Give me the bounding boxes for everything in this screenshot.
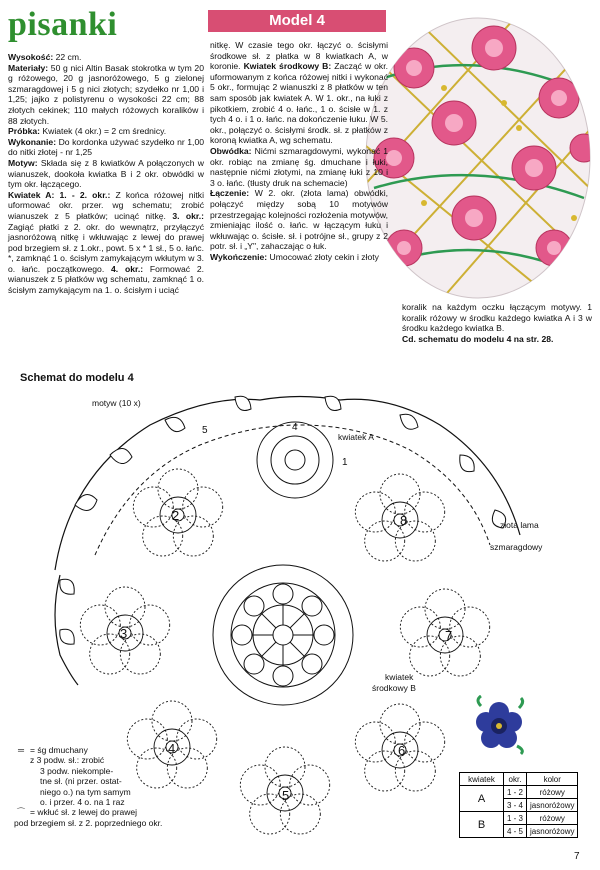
flower-number-7: 7	[445, 628, 453, 643]
arc-number-5: 5	[202, 425, 208, 436]
model-badge: Model 4	[208, 10, 386, 32]
label-motyw: motyw (10 x)	[92, 398, 141, 408]
label-kwiatek-b-1: kwiatek	[385, 672, 414, 682]
table-header-kwiatek: kwiatek	[460, 773, 504, 786]
ring-number-1: 1	[342, 457, 348, 468]
instructions-column-1: Wysokość: 22 cm. Materiały: 50 g nici Altin Basak stokrotka w tym 20 g różowego, 20 g jasnoróżowego, 5 g zielonej szmaragdowej i 5 g nici złotych; szydełko nr 1,00 i 1,25; jajko z polistyrenu o wysokości 22 cm; 88 złotych cekinek; 110 małych różowych koralików i 88 złotych. Próbka: Kwiatek (4 okr.) = 2 cm średnicy. Wykonanie: Do kordonka używać szydełko nr 1,00 do nitki złotej - nr 1,25 Motyw: Składa się z 8 kwiatków A połączonych w wianuszek, dookoła kwiatka B i 2 okr. obwódki w tym okr. łączącego. Kwiatek A: 1. - 2. okr.: Z końca różowej nitki uformować okr. przer. wg schematu; zrobić wianuszek z 5 płatków; ucinąć nitkę. 3. okr.: Zagiąć płatki z 2. okr. do wewnątrz, przyłączyć jasnoróżową nitkę i wkłuwając z lewej do prawej pod brzegiem sł. z 1.okr., powt. 5 x * 1 sł., 5 o. łańc. *, zamknąć 1 o. ścisłym zamykającym wkłutym w 3. o. łańc. początkowego. 4. okr.: Formować 2. wianuszek z 5 płatków wg schematu, zamknąć 1 o. ścisłym zamykającym na 1. o. ścisłym i uciąć	[8, 52, 205, 296]
table-row: 4 - 5 jasnoróżowy	[460, 825, 578, 838]
table-header-okr: okr.	[504, 773, 527, 786]
sample-flower-photo	[466, 695, 532, 757]
page-number: 7	[574, 851, 580, 862]
diagram-title: Schemat do modelu 4	[20, 372, 134, 384]
table-row: A 1 - 2 różowy	[460, 786, 578, 799]
instructions-column-2: nitkę. W czasie tego okr. łączyć o. ścisłymi środkowe sł. z płatka w 8 kwiatkach A, w koronie. Kwiatek środkowy B: Zacząć w okr. uformowanym z końca różowej nitki i wykonać 5 okr., formując 2 wianuszki z 8 płatków w ten sam sposób jak kwiatek A. W 1. okr., na łuki z pikotkiem, zrobić 4 o. łańc., 1 o. ścisłe w 1. z tych 4 o. i 1 o. łańc. na dokończenie łuku. W 5. okr., połączyć o. ścisłymi środk. sł. z płatków z koroną kwiatka A, wg schematu. Obwódka: Nićmi szmaragdowymi, wykonać 1 okr. robiąc na zmianę śg. dmuchane i łuki, następnie nićmi złotymi, na zmianę łuki z 10 i 3 o. łańc. (tłusty druk na schemacie) Łączenie: W 2. okr. (złota lama) obwódki, połączyć między sobą 10 motywów przestrzegając kolejności rozłożenia motywów, zmieniając ilość o. łańc. w łączącym łuku i wkłuwając o. ścisłe. sł. i potrójne sł., grupy z 2 potr. sł. i „Y", zahaczając o łuk. Wykończenie: Umocować złoty cekin i złoty	[210, 40, 389, 262]
flower-number-5: 5	[282, 788, 290, 803]
flower-number-8: 8	[400, 513, 408, 528]
arc-number-4: 4	[292, 422, 298, 433]
flower-number-4: 4	[168, 741, 176, 756]
instructions-column-3: koralik na każdym oczku łączącym motywy. 1 koralik różowy w środku każdego kwiatka A i 3 w środku każdego kwiatka B. Cd. schematu do modelu 4 na str. 28.	[402, 302, 592, 344]
label-lama-1: złota lama	[500, 520, 539, 530]
flower-number-3: 3	[120, 626, 128, 641]
table-row: B 1 - 3 różowy	[460, 812, 578, 825]
label-kwiatek-b-2: środkowy B	[372, 683, 416, 693]
table-row: 3 - 4 jasnoróżowy	[460, 799, 578, 812]
flower-number-6: 6	[398, 743, 406, 758]
page-title: pisanki	[8, 6, 118, 43]
flower-number-2: 2	[172, 508, 180, 523]
diagram-legend: ═ = śg dmuchany z 3 podw. sł.: zrobić 3 podw. niekomple- tne sł. (ni przer. ostat- niego o.) na tym samym o. i przer. 4 o. na 1 raz ⌒ = wkłuć sł. z lewej do prawej pod brzegiem sł. z 2. poprzedniego okr.	[14, 745, 163, 828]
label-lama-2: szmaragdowy	[490, 542, 543, 552]
colour-table	[459, 772, 578, 838]
table-header-kolor: kolor	[527, 773, 578, 786]
label-kwiatek-a: kwiatek A	[338, 432, 374, 442]
